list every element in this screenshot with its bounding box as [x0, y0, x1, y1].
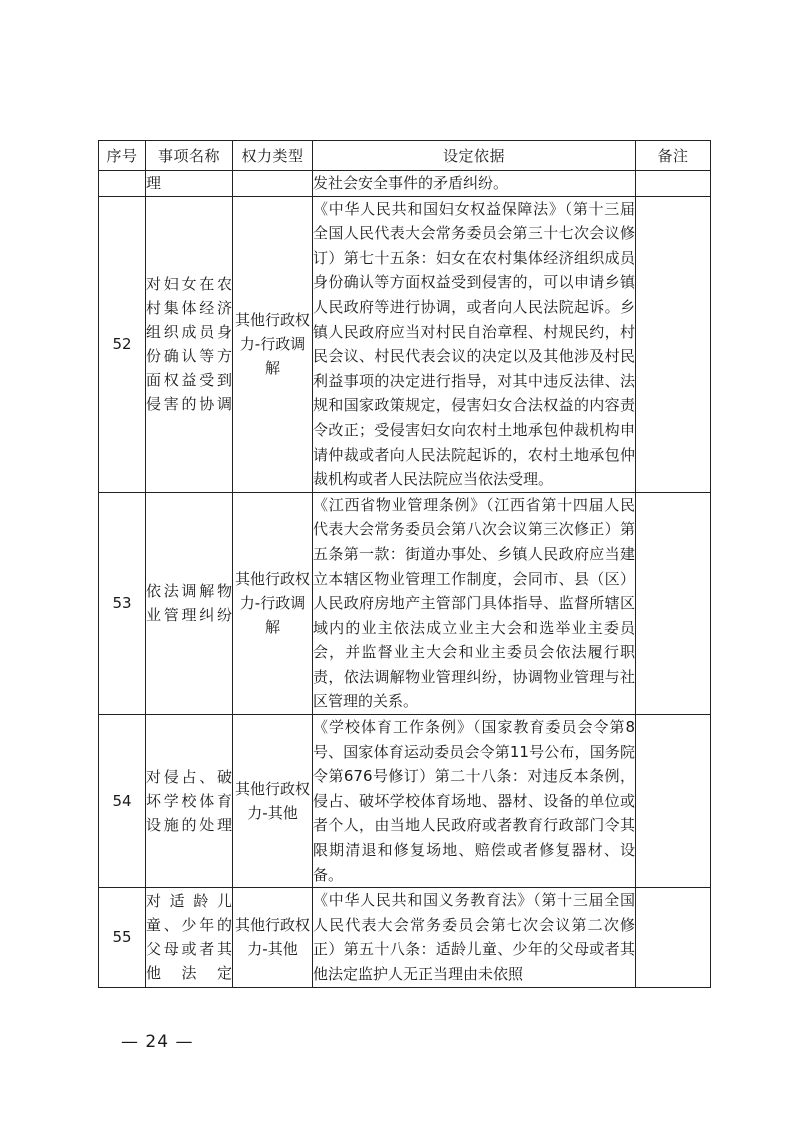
- row-basis: 《江西省物业管理条例》（江西省第十四届人民代表大会常务委员会第八次会议第三次修正）第五条第一款：街道办事处、乡镇人民政府应当建立本辖区物业管理工作制度，会同市、县（区）人民政府房地产主管部门具体指导、监督所辖区域内的业主依法成立业主大会和选举业主委员会，并监督业主大会和业主委员会依法履行职责，依法调解物业管理纠纷，协调物业管理与社区管理的关系。: [313, 492, 636, 714]
- row-basis: 发社会安全事件的矛盾纠纷。: [313, 171, 636, 197]
- row-name: 对妇女在农村集体经济组织成员身份确认等方面权益受到侵害的协调: [146, 196, 233, 492]
- row-basis: 《学校体育工作条例》（国家教育委员会令第8号、国家体育运动委员会令第11号公布，国务院令第676号修订）第二十八条：对违反本条例，侵占、破坏学校体育场地、器材、设备的单位或者个人，由当地人民政府或者教育行政部门令其限期清退和修复场地、赔偿或者修复器材、设备。: [313, 715, 636, 888]
- row-type: 其他行政权力-其他: [233, 715, 313, 888]
- row-note: [636, 715, 711, 888]
- row-no: 55: [99, 888, 146, 987]
- header-no: 序号: [99, 141, 146, 171]
- row-basis: 《中华人民共和国义务教育法》（第十三届全国人民代表大会常务委员会第七次会议第二次修正）第五十八条：适龄儿童、少年的父母或者其他法定监护人无正当理由未依照: [313, 888, 636, 987]
- row-name: 理: [146, 171, 233, 197]
- row-note: [636, 492, 711, 714]
- header-name: 事项名称: [146, 141, 233, 171]
- row-note: [636, 171, 711, 197]
- header-note: 备注: [636, 141, 711, 171]
- row-no: [99, 171, 146, 197]
- row-type: [233, 171, 313, 197]
- row-type: 其他行政权力-行政调解: [233, 196, 313, 492]
- page-number: — 24 —: [121, 1032, 194, 1052]
- row-note: [636, 888, 711, 987]
- row-name: 对侵占、破坏学校体育设施的处理: [146, 715, 233, 888]
- row-name: 对适龄儿童、少年的父母或者其他法定: [146, 888, 233, 987]
- row-type: 其他行政权力-行政调解: [233, 492, 313, 714]
- table-row: [99, 888, 711, 987]
- row-no: 52: [99, 196, 146, 492]
- document-sheet: [98, 140, 710, 988]
- row-name: 依法调解物业管理纠纷: [146, 492, 233, 714]
- table-row: [99, 715, 711, 888]
- row-no: 53: [99, 492, 146, 714]
- table-row: [99, 196, 711, 492]
- row-no: 54: [99, 715, 146, 888]
- powers-table: [98, 140, 711, 988]
- row-type: 其他行政权力-其他: [233, 888, 313, 987]
- table-row: [99, 171, 711, 197]
- header-type: 权力类型: [233, 141, 313, 171]
- row-basis: 《中华人民共和国妇女权益保障法》（第十三届全国人民代表大会常务委员会第三十七次会议修订）第七十五条：妇女在农村集体经济组织成员身份确认等方面权益受到侵害的，可以申请乡镇人民政府等进行协调，或者向人民法院起诉。乡镇人民政府应当对村民自治章程、村规民约，村民会议、村民代表会议的决定以及其他涉及村民利益事项的决定进行指导，对其中违反法律、法规和国家政策规定，侵害妇女合法权益的内容责令改正；受侵害妇女向农村土地承包仲裁机构申请仲裁或者向人民法院起诉的，农村土地承包仲裁机构或者人民法院应当依法受理。: [313, 196, 636, 492]
- header-basis: 设定依据: [313, 141, 636, 171]
- table-header-row: [99, 141, 711, 171]
- row-note: [636, 196, 711, 492]
- table-row: [99, 492, 711, 714]
